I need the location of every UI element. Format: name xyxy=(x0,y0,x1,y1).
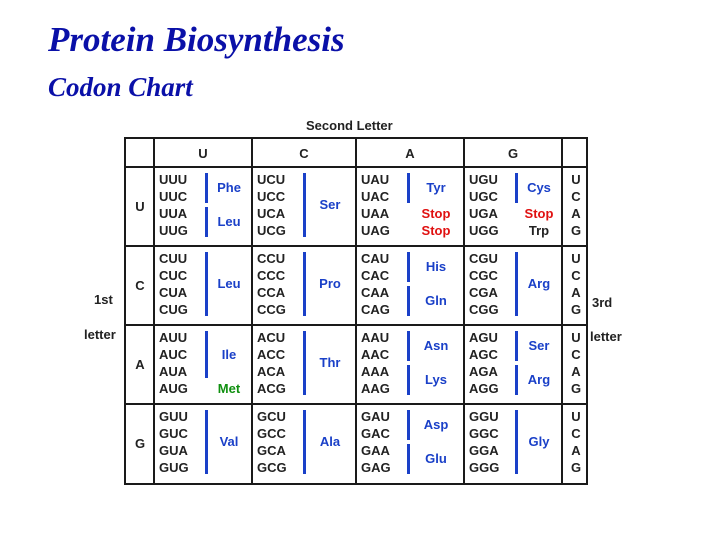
third-letter-group xyxy=(562,250,590,318)
codon: GGG xyxy=(469,460,500,475)
codon: UAU xyxy=(361,172,390,187)
third-letter: U xyxy=(571,330,581,345)
codon-group xyxy=(154,329,200,397)
row-header-G: G xyxy=(134,436,146,451)
amino-acid-trp: Trp xyxy=(528,222,550,238)
amino-acid-val: Val xyxy=(219,434,239,449)
codon-group xyxy=(464,171,510,239)
codon: GUC xyxy=(159,426,188,441)
amino-acid-ser: Ser xyxy=(319,197,341,212)
amino-acid-thr: Thr xyxy=(319,355,341,370)
codon-group xyxy=(356,171,402,239)
codon: ACU xyxy=(257,330,286,345)
grid-line xyxy=(126,245,586,247)
first-letter-label-2: letter xyxy=(84,327,116,342)
column-header-U: U xyxy=(198,145,208,161)
amino-acid-asn: Asn xyxy=(423,338,449,353)
codon: GUA xyxy=(159,443,188,458)
third-letter-group xyxy=(562,408,590,476)
codon-group xyxy=(356,329,402,397)
third-letter-label-1: 3rd xyxy=(592,295,613,310)
third-letter: U xyxy=(571,251,581,266)
codon: GUG xyxy=(159,460,189,475)
codon-group xyxy=(464,408,510,476)
codon: UCA xyxy=(257,206,286,221)
codon-group xyxy=(252,408,298,476)
codon: ACG xyxy=(257,381,286,396)
codon-group xyxy=(154,408,200,476)
codon: ACA xyxy=(257,364,286,379)
amino-acid-glu: Glu xyxy=(425,451,447,466)
amino-acid-stop: Stop xyxy=(421,205,451,221)
codon: GCC xyxy=(257,426,286,441)
codon-table xyxy=(124,137,588,485)
codon: GCA xyxy=(257,443,286,458)
second-letter-label: Second Letter xyxy=(306,118,393,133)
third-letter: A xyxy=(571,285,581,300)
codon: GAU xyxy=(361,409,390,424)
grid-line xyxy=(126,403,586,405)
amino-acid-leu: Leu xyxy=(217,214,241,229)
codon-group xyxy=(154,171,200,239)
third-letter-group xyxy=(562,171,590,239)
amino-acid-stop: Stop xyxy=(524,205,554,221)
codon: AAC xyxy=(361,347,390,362)
codon: CCG xyxy=(257,302,286,317)
column-header-A: A xyxy=(405,145,415,161)
codon-group xyxy=(252,171,298,239)
amino-acid-stop: Stop xyxy=(421,222,451,238)
codon: UGC xyxy=(469,189,498,204)
column-header-C: C xyxy=(299,145,309,161)
codon: AUG xyxy=(159,381,188,396)
codon: GGA xyxy=(469,443,499,458)
row-header-A: A xyxy=(135,357,145,372)
codon-group xyxy=(464,329,510,397)
codon: CAA xyxy=(361,285,390,300)
codon: AUU xyxy=(159,330,188,345)
codon: AUA xyxy=(159,364,188,379)
third-letter: A xyxy=(571,364,581,379)
codon: CGU xyxy=(469,251,498,266)
grid-line xyxy=(126,324,586,326)
codon: AGU xyxy=(469,330,498,345)
third-letter: G xyxy=(570,302,582,317)
amino-acid-asp: Asp xyxy=(423,417,449,432)
codon: CUG xyxy=(159,302,188,317)
codon: ACC xyxy=(257,347,286,362)
third-letter-label-2: letter xyxy=(590,329,622,344)
codon-group xyxy=(464,250,510,318)
third-letter: C xyxy=(571,268,581,283)
column-header-G: G xyxy=(507,145,519,161)
codon: CGA xyxy=(469,285,498,300)
codon: GAC xyxy=(361,426,390,441)
codon: UUC xyxy=(159,189,188,204)
codon: UGG xyxy=(469,223,499,238)
codon: CAC xyxy=(361,268,390,283)
codon: GGU xyxy=(469,409,499,424)
amino-acid-his: His xyxy=(425,259,447,274)
codon: UUA xyxy=(159,206,188,221)
page-title: Protein Biosynthesis xyxy=(48,20,345,59)
third-letter: A xyxy=(571,443,581,458)
codon: CGC xyxy=(469,268,498,283)
codon: CAG xyxy=(361,302,390,317)
third-letter: C xyxy=(571,189,581,204)
codon: CUU xyxy=(159,251,188,266)
codon: CCU xyxy=(257,251,286,266)
codon: AAU xyxy=(361,330,390,345)
codon-group xyxy=(356,408,402,476)
codon: AAG xyxy=(361,381,390,396)
amino-acid-leu: Leu xyxy=(217,276,241,291)
codon: CGG xyxy=(469,302,499,317)
codon-group xyxy=(252,250,298,318)
third-letter: C xyxy=(571,347,581,362)
codon: AUC xyxy=(159,347,188,362)
amino-acid-arg: Arg xyxy=(527,276,551,291)
codon: AGC xyxy=(469,347,498,362)
codon: GCU xyxy=(257,409,286,424)
row-header-U: U xyxy=(135,199,145,214)
codon: GGC xyxy=(469,426,499,441)
amino-acid-pro: Pro xyxy=(319,276,341,291)
third-letter-group xyxy=(562,329,590,397)
third-letter: G xyxy=(570,223,582,238)
third-letter: U xyxy=(571,409,581,424)
codon-group xyxy=(252,329,298,397)
codon: UUU xyxy=(159,172,188,187)
amino-acid-lys: Lys xyxy=(425,372,447,387)
amino-acid-tyr: Tyr xyxy=(426,180,446,195)
codon: AGG xyxy=(469,381,499,396)
codon: UAC xyxy=(361,189,390,204)
codon: AAA xyxy=(361,364,390,379)
amino-acid-ser: Ser xyxy=(528,338,550,353)
codon: GAA xyxy=(361,443,390,458)
codon: AGA xyxy=(469,364,498,379)
codon: GCG xyxy=(257,460,287,475)
codon: UGA xyxy=(469,206,498,221)
codon: UCG xyxy=(257,223,286,238)
codon: CCA xyxy=(257,285,286,300)
codon: UCU xyxy=(257,172,286,187)
codon: GAG xyxy=(361,460,391,475)
codon: CAU xyxy=(361,251,390,266)
third-letter: A xyxy=(571,206,581,221)
codon: CUA xyxy=(159,285,188,300)
page-subtitle: Codon Chart xyxy=(48,72,193,102)
codon: UCC xyxy=(257,189,286,204)
grid-line xyxy=(126,166,586,168)
third-letter: G xyxy=(570,460,582,475)
amino-acid-arg: Arg xyxy=(527,372,551,387)
third-letter: C xyxy=(571,426,581,441)
codon: CCC xyxy=(257,268,286,283)
row-header-C: C xyxy=(135,278,145,293)
third-letter: U xyxy=(571,172,581,187)
amino-acid-gly: Gly xyxy=(528,434,550,449)
amino-acid-met: Met xyxy=(217,380,241,396)
codon: GUU xyxy=(159,409,188,424)
codon: UGU xyxy=(469,172,498,187)
codon: UAG xyxy=(361,223,390,238)
codon: UUG xyxy=(159,223,188,238)
amino-acid-ile: Ile xyxy=(221,346,237,362)
amino-acid-cys: Cys xyxy=(527,180,551,195)
amino-acid-gln: Gln xyxy=(425,293,447,308)
codon-group xyxy=(154,250,200,318)
first-letter-label-1: 1st xyxy=(94,292,113,307)
codon: CUC xyxy=(159,268,188,283)
amino-acid-ala: Ala xyxy=(319,434,341,449)
third-letter: G xyxy=(570,381,582,396)
codon: UAA xyxy=(361,206,390,221)
codon-group xyxy=(356,250,402,318)
amino-acid-phe: Phe xyxy=(217,180,241,195)
